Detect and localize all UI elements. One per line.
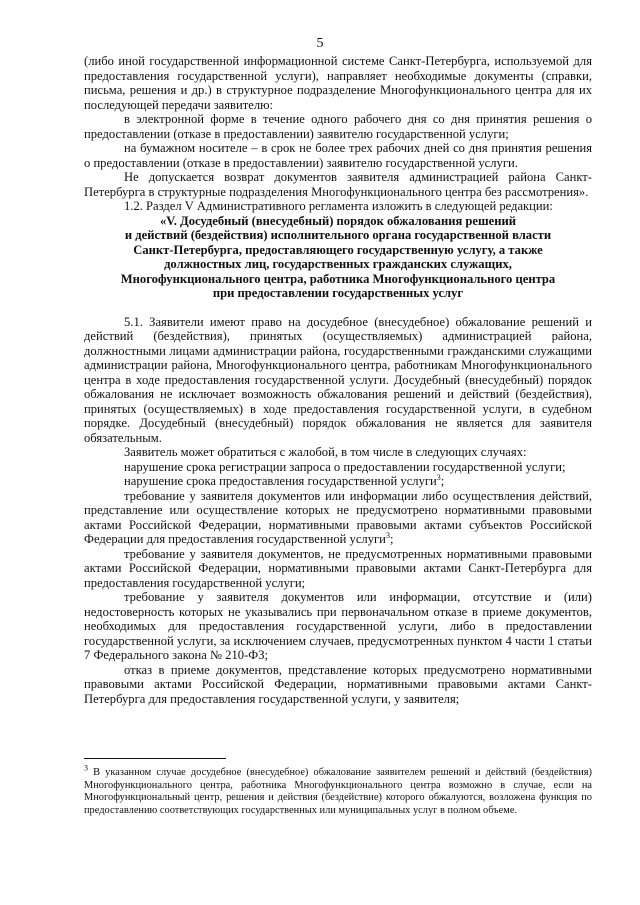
paragraph: в электронной форме в течение одного рабочего дня со дня принятия решения о предоставлении (отказе в предоставлении) заявителю государственной услуги; [84,112,592,141]
paragraph: нарушение срока регистрации запроса о предоставлении государственной услуги; [124,459,566,474]
footnote-reference[interactable]: 3 [436,472,441,482]
document-body [84,54,592,706]
paragraph: 5.1. Заявители имеют право на досудебное (внесудебное) обжалование решений и действий (бездействия), принятых (осуществляемых) администрацией района, должностными лицами администрации района, государственными гражданскими служащими администрации района, Многофункционального центра, работникам Многофункционального центра в ходе предоставления государственной услуги. Досудебный (внесудебный) порядок обжалования не исключает возможность обжалования решений и действий (бездействия), принятых (осуществляемых) в ходе предоставления государственной услуги, в судебном порядке. Досудебный (внесудебный) порядок обжалования не является для заявителя обязательным. [84,314,592,445]
paragraph: требование у заявителя документов, не предусмотренных нормативными правовыми актами Российской Федерации, нормативными правовыми актами Санкт-Петербурга для предоставления государственной услуги; [84,546,592,590]
footnote [84,763,592,817]
paragraph-tail: ; [389,532,394,546]
footnote-divider [84,758,226,759]
heading-line: должностных лиц, государственных гражданских служащих, [164,257,512,271]
paragraph: отказ в приеме документов, представление которых предусмотрено нормативными правовыми актами Российской Федерации, нормативными правовыми актами Санкт-Петербурга для предоставления государственной услуги, у заявителя; [84,662,592,706]
footnote-mark: 3 [84,763,88,773]
paragraph-text: нарушение срока предоставления государственной услуги [124,474,437,488]
spacer [84,301,592,315]
heading-line: Санкт-Петербурга, предоставляющего государственную услугу, а также [133,242,543,257]
paragraph-text: требование у заявителя документов или информации либо осуществления действий, представление или осуществление которых не предусмотрено нормативными правовыми актами Российской Федерации, нормативными правовыми актами субъектов Российской Федерации для предоставления государственной услуги [84,488,592,546]
heading-line: «V. Досудебный (внесудебный) порядок обжалования решений [159,213,517,228]
paragraph: (либо иной государственной информационной системе Санкт-Петербурга, используемой для предоставления государственной услуги), направляет необходимые документы (справки, письма, решения и др.) в структурное подразделение Многофункционального центра для их последующей передачи заявителю: [84,54,592,112]
heading-line: и действий (бездействия) исполнительного органа государственной власти [124,228,552,242]
paragraph [84,474,592,489]
paragraph [84,489,592,547]
page-number: 5 [316,36,324,51]
paragraph: Не допускается возврат документов заявителя администрацией района Санкт-Петербурга в структурные подразделения Многофункционального центра без рассмотрения». [84,170,592,199]
footnote-body: В указанном случае досудебное (внесудебное) обжалование заявителем решений и действий (бездействия) Многофункционального центра, работника Многофункционального центра возможно в случае, если на Многофункциональный центр, решения и действия (бездействие) которого обжалуются, возложена функция по предоставлению соответствующих государственных или муниципальных услуг в полном объеме. [84,767,592,816]
paragraph: Заявитель может обратиться с жалобой, в том числе в следующих случаях: [124,445,527,459]
heading-line: Многофункционального центра, работника Многофункционального центра [120,271,556,286]
paragraph: требование у заявителя документов или информации, отсутствие и (или) недостоверность которых не указывались при первоначальном отказе в приеме документов, необходимых для предоставления государственной услуги, либо в предоставлении государственной услуги, за исключением случаев, предусмотренных пунктом 4 части 1 статьи 7 Федерального закона № 210-ФЗ; [84,590,592,662]
paragraph: на бумажном носителе – в срок не более трех рабочих дней со дня принятия решения о предоставлении (отказе в предоставлении) заявителю государственной услуги. [84,141,592,170]
footnote-reference[interactable]: 3 [385,530,390,540]
paragraph: 1.2. Раздел V Административного регламента изложить в следующей редакции: [124,199,553,213]
section-heading [84,214,592,301]
paragraph-tail: ; [440,474,445,488]
heading-line: при предоставлении государственных услуг [212,286,464,300]
footnote-text [84,763,592,817]
